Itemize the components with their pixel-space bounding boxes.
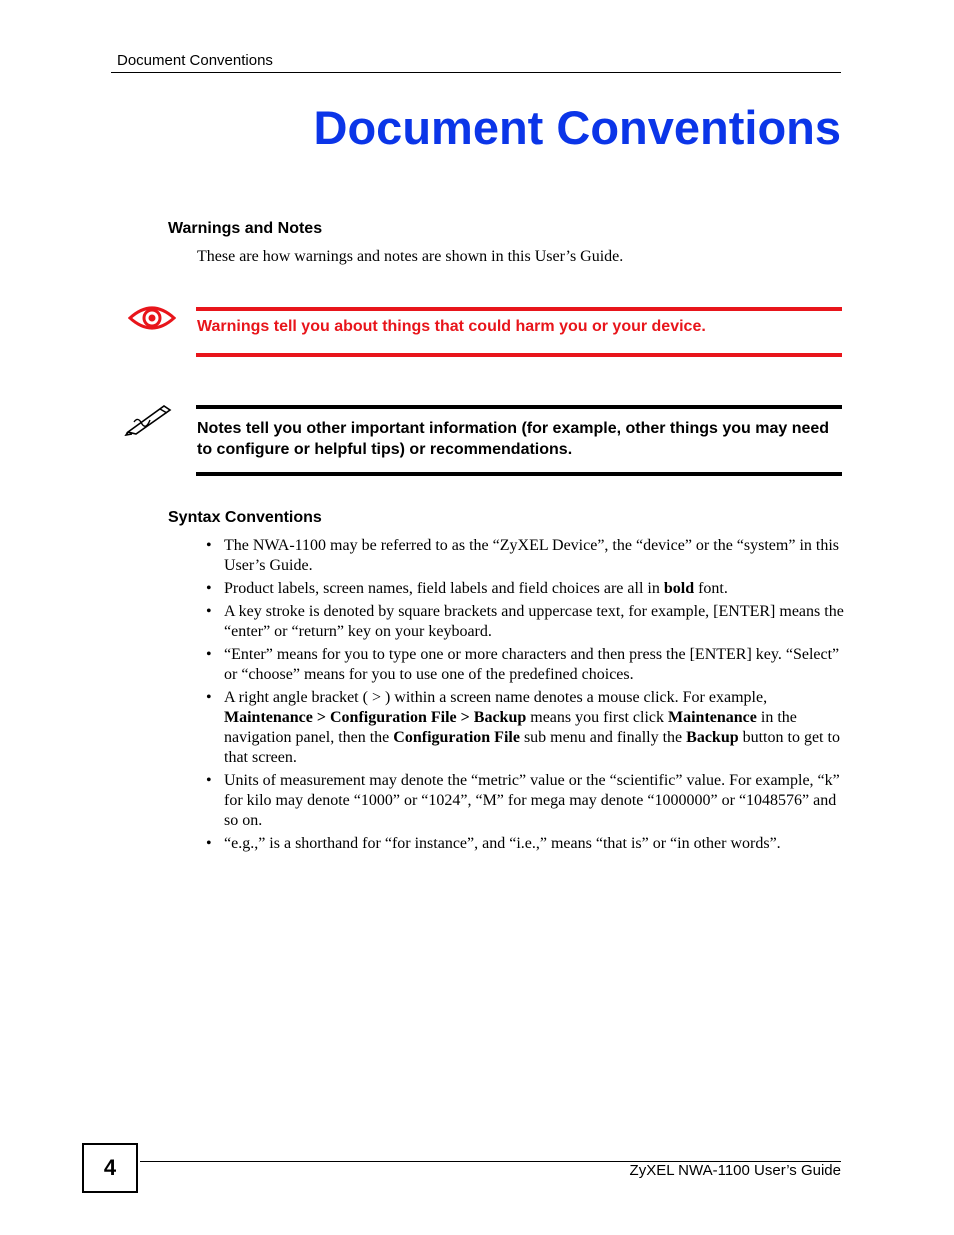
- syntax-conventions-list: [204, 536, 844, 857]
- warnings-notes-heading: Warnings and Notes: [168, 220, 323, 237]
- syntax-conventions-heading: Syntax Conventions: [168, 509, 322, 526]
- pen-note-icon: [124, 402, 174, 441]
- eye-warning-icon: [128, 304, 176, 337]
- warning-text: Warnings tell you about things that could harm you or your device.: [197, 318, 706, 335]
- warning-top-rule: [196, 307, 842, 311]
- list-item: • A key stroke is denoted by square brackets and uppercase text, for example, [ENTER] means the “enter” or “return” key on your keyboard.: [204, 602, 844, 642]
- list-item: • “e.g.,” is a shorthand for “for instance”, and “i.e.,” means “that is” or “in other words”.: [204, 834, 844, 854]
- running-header: Document Conventions: [117, 52, 273, 69]
- note-text: Notes tell you other important information (for example, other things you may need to configure or helpful tips) or recommendations.: [197, 420, 830, 458]
- list-item: • “Enter” means for you to type one or more characters and then press the [ENTER] key. “Select” or “choose” means for you to use one of the predefined choices.: [204, 645, 844, 685]
- footer-guide-title: ZyXEL NWA-1100 User’s Guide: [629, 1162, 841, 1179]
- page-number: 4: [82, 1143, 138, 1193]
- warning-bottom-rule: [196, 353, 842, 357]
- list-item: • The NWA-1100 may be referred to as the “ZyXEL Device”, the “device” or the “system” in this User’s Guide.: [204, 536, 844, 576]
- page-title: Document Conventions: [313, 101, 841, 154]
- list-item: • Product labels, screen names, field labels and field choices are all in bold font.: [204, 579, 844, 599]
- warnings-notes-intro: These are how warnings and notes are shown in this User’s Guide.: [197, 248, 624, 265]
- list-item: • Units of measurement may denote the “metric” value or the “scientific” value. For example, “k” for kilo may denote “1000” or “1024”, “M” for mega may denote “1000000” or “1048576” and so on.: [204, 771, 844, 831]
- header-divider: [111, 72, 841, 73]
- list-item: • A right angle bracket ( > ) within a screen name denotes a mouse click. For example, Maintenance > Configuration File > Backup means you first click Maintenance in the navigation panel, then the Configuration File sub menu and finally the Backup button to get to that screen.: [204, 688, 844, 768]
- note-bottom-rule: [196, 472, 842, 476]
- note-top-rule: [196, 405, 842, 409]
